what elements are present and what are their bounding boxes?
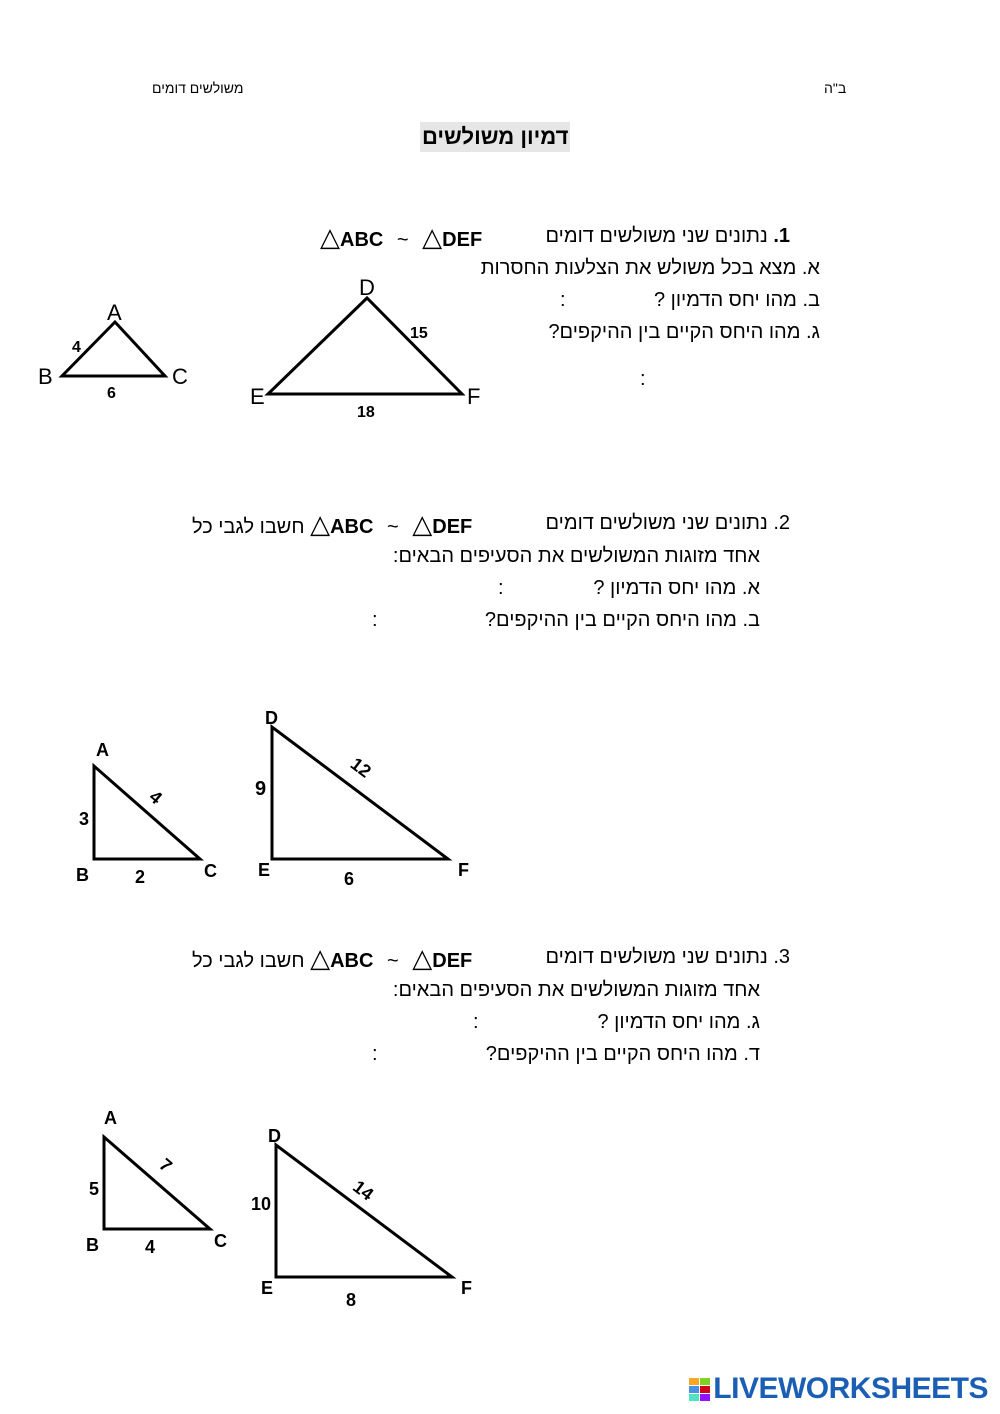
q1-intro: נתונים שני משולשים דומים — [545, 225, 768, 247]
triangle-icon: △ — [320, 222, 340, 252]
q1-sim-left: ABC — [340, 229, 384, 251]
q3-part-c: ג. מהו יחס הדמיון ? — [597, 1011, 760, 1033]
q2-answer-a[interactable]: : — [498, 577, 504, 599]
page-title: דמיון משולשים — [420, 122, 570, 152]
side-bc-label: 4 — [145, 1237, 156, 1257]
q3-answer-d[interactable]: : — [372, 1043, 378, 1065]
triangle-icon: △ — [422, 222, 443, 252]
side-ac-label: 4 — [145, 786, 166, 809]
vertex-f: F — [458, 860, 469, 880]
vertex-c: C — [214, 1231, 227, 1251]
q2-number: 2. — [773, 512, 790, 534]
side-df-label: 14 — [349, 1176, 378, 1205]
logo-icon — [689, 1378, 711, 1402]
triangle-def-3 — [276, 1145, 452, 1277]
q2-sim-right: DEF — [432, 516, 473, 538]
q2-tail: חשבו לגבי כל — [192, 516, 305, 538]
side-de-label: 9 — [255, 778, 267, 800]
side-ac-label: 7 — [155, 1154, 176, 1177]
q2-sim-left: ABC — [330, 516, 374, 538]
q1-answer-b[interactable]: : — [560, 289, 566, 311]
q3-intro: נתונים שני משולשים דומים — [545, 946, 768, 968]
vertex-a: A — [104, 1108, 117, 1128]
liveworksheets-logo — [689, 1372, 988, 1406]
vertex-f: F — [461, 1278, 472, 1298]
vertex-c: C — [172, 364, 188, 389]
q3-sim-left: ABC — [330, 950, 374, 972]
q2-line2: אחד מזוגות המשולשים את הסעיפים הבאים: — [392, 545, 760, 567]
q3-tail: חשבו לגבי כל — [192, 950, 305, 972]
q2-part-b: ב. מהו היחס הקיים בין ההיקפים? — [484, 609, 760, 631]
q3-part-d: ד. מהו היחס הקיים בין ההיקפים? — [485, 1043, 760, 1065]
q1-number: 1. — [773, 225, 790, 247]
triangle-icon: △ — [310, 509, 331, 539]
side-bc-label: 2 — [135, 867, 146, 887]
side-ef-label: 8 — [346, 1290, 357, 1310]
side-df-label: 15 — [410, 325, 428, 342]
vertex-b: B — [86, 1235, 99, 1255]
q3-sim-right: DEF — [432, 950, 473, 972]
q2-sim-tilde: ~ — [387, 516, 399, 538]
vertex-a: A — [107, 300, 122, 325]
q1-part-b: ב. מהו יחס הדמיון ? — [653, 289, 820, 311]
side-ef-label: 18 — [357, 404, 375, 421]
vertex-b: B — [76, 865, 89, 885]
q2-answer-b[interactable]: : — [372, 609, 378, 631]
vertex-e: E — [250, 384, 265, 409]
vertex-d: D — [265, 708, 278, 728]
side-ab-label: 3 — [79, 809, 90, 829]
q2-intro: נתונים שני משולשים דומים — [545, 512, 768, 534]
triangle-icon: △ — [412, 509, 433, 539]
q1-part-c: ג. מהו היחס הקיים בין ההיקפים? — [548, 321, 820, 343]
header-blessing: ב"ה — [824, 80, 847, 96]
q3-line2: אחד מזוגות המשולשים את הסעיפים הבאים: — [392, 979, 760, 1001]
header-topic: משולשים דומים — [152, 80, 244, 96]
side-ab-label: 4 — [72, 339, 81, 356]
vertex-f: F — [467, 384, 481, 409]
vertex-e: E — [261, 1278, 274, 1298]
q3-answer-c[interactable]: : — [473, 1011, 479, 1033]
side-df-label: 12 — [346, 753, 375, 782]
vertex-d: D — [359, 275, 375, 300]
triangle-icon: △ — [310, 943, 331, 973]
q1-sim-tilde: ~ — [396, 229, 409, 251]
logo-text: LIVEWORKSHEETS — [713, 1372, 988, 1405]
vertex-e: E — [258, 860, 271, 880]
side-bc-label: 6 — [107, 385, 116, 402]
triangle-abc-3 — [104, 1137, 210, 1229]
side-ab-label: 5 — [89, 1179, 100, 1199]
q1-answer-c[interactable]: : — [640, 368, 646, 390]
vertex-a: A — [96, 740, 109, 760]
vertex-b: B — [38, 364, 53, 389]
q2-part-a: א. מהו יחס הדמיון ? — [593, 577, 760, 599]
vertex-c: C — [204, 861, 217, 881]
side-de-label: 10 — [251, 1194, 272, 1214]
q1-part-a: א. מצא בכל משולש את הצלעות החסרות — [480, 257, 820, 279]
q1-sim-right: DEF — [442, 229, 483, 251]
triangle-icon: △ — [412, 943, 433, 973]
side-ef-label: 6 — [344, 869, 355, 889]
q3-number: 3. — [773, 946, 790, 968]
q3-sim-tilde: ~ — [387, 950, 399, 972]
vertex-d: D — [268, 1126, 281, 1146]
